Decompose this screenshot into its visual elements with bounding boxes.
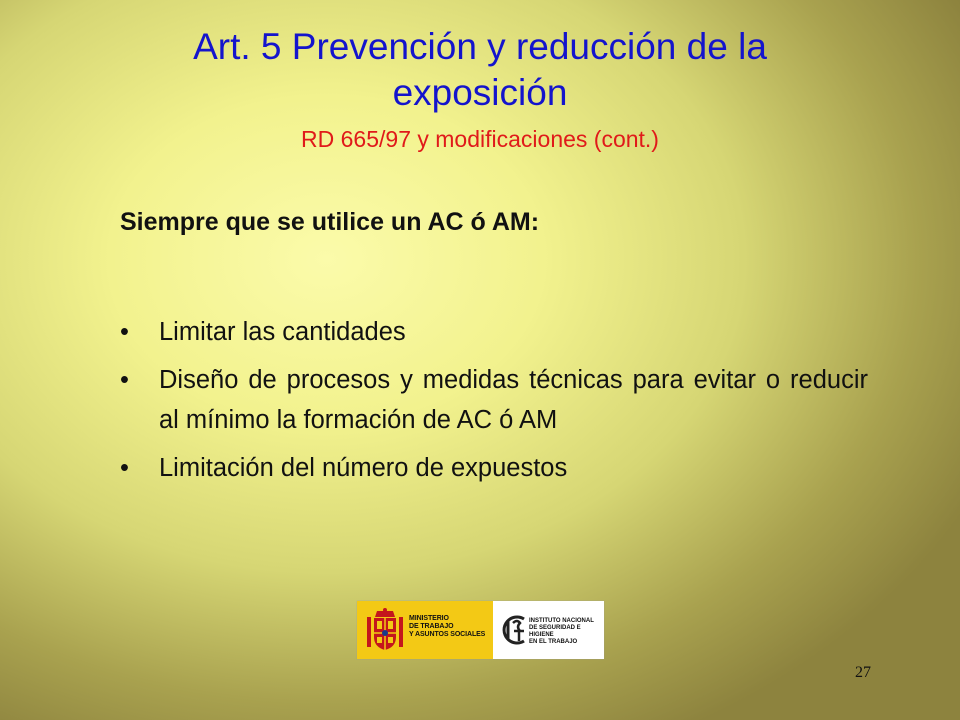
bullet-item bbox=[120, 360, 868, 440]
insht-name-line: DE SEGURIDAD E HIGIENE bbox=[529, 625, 581, 638]
slide-title bbox=[0, 24, 960, 116]
ministry-logo bbox=[357, 601, 604, 659]
insht-name-line: EN EL TRABAJO bbox=[529, 639, 578, 645]
ministry-name-line: Y ASUNTOS SOCIALES bbox=[409, 631, 486, 638]
ministry-logo-panel bbox=[357, 601, 493, 659]
ministry-name bbox=[409, 615, 493, 639]
page-number: 27 bbox=[855, 664, 871, 681]
slide-subtitle: RD 665/97 y modificaciones (cont.) bbox=[301, 126, 659, 152]
bullet-dot: • bbox=[120, 366, 129, 394]
bullet-item bbox=[120, 312, 868, 352]
insht-name-line: INSTITUTO NACIONAL bbox=[529, 618, 594, 624]
title-line-2: exposición bbox=[392, 72, 568, 113]
coat-of-arms-icon bbox=[365, 607, 405, 653]
ministry-name-line: MINISTERIO bbox=[409, 615, 449, 622]
bullet-item bbox=[120, 448, 868, 488]
insht-name bbox=[529, 618, 603, 646]
bullet-list bbox=[120, 312, 868, 496]
title-line-1: Art. 5 Prevención y reducción de la bbox=[193, 26, 767, 67]
bullet-text: Limitar las cantidades bbox=[159, 318, 406, 346]
insht-logo-icon bbox=[498, 609, 528, 651]
bullet-dot: • bbox=[120, 318, 129, 346]
bullet-text: Diseño de procesos y medidas técnicas para evitar o reducir al mínimo la formación de AC ó AM bbox=[159, 366, 868, 434]
ministry-name-line: DE TRABAJO bbox=[409, 623, 454, 630]
bullet-text: Limitación del número de expuestos bbox=[159, 454, 568, 482]
insht-logo-panel bbox=[495, 601, 604, 659]
lead-text: Siempre que se utilice un AC ó AM: bbox=[120, 208, 540, 236]
bullet-dot: • bbox=[120, 454, 129, 482]
